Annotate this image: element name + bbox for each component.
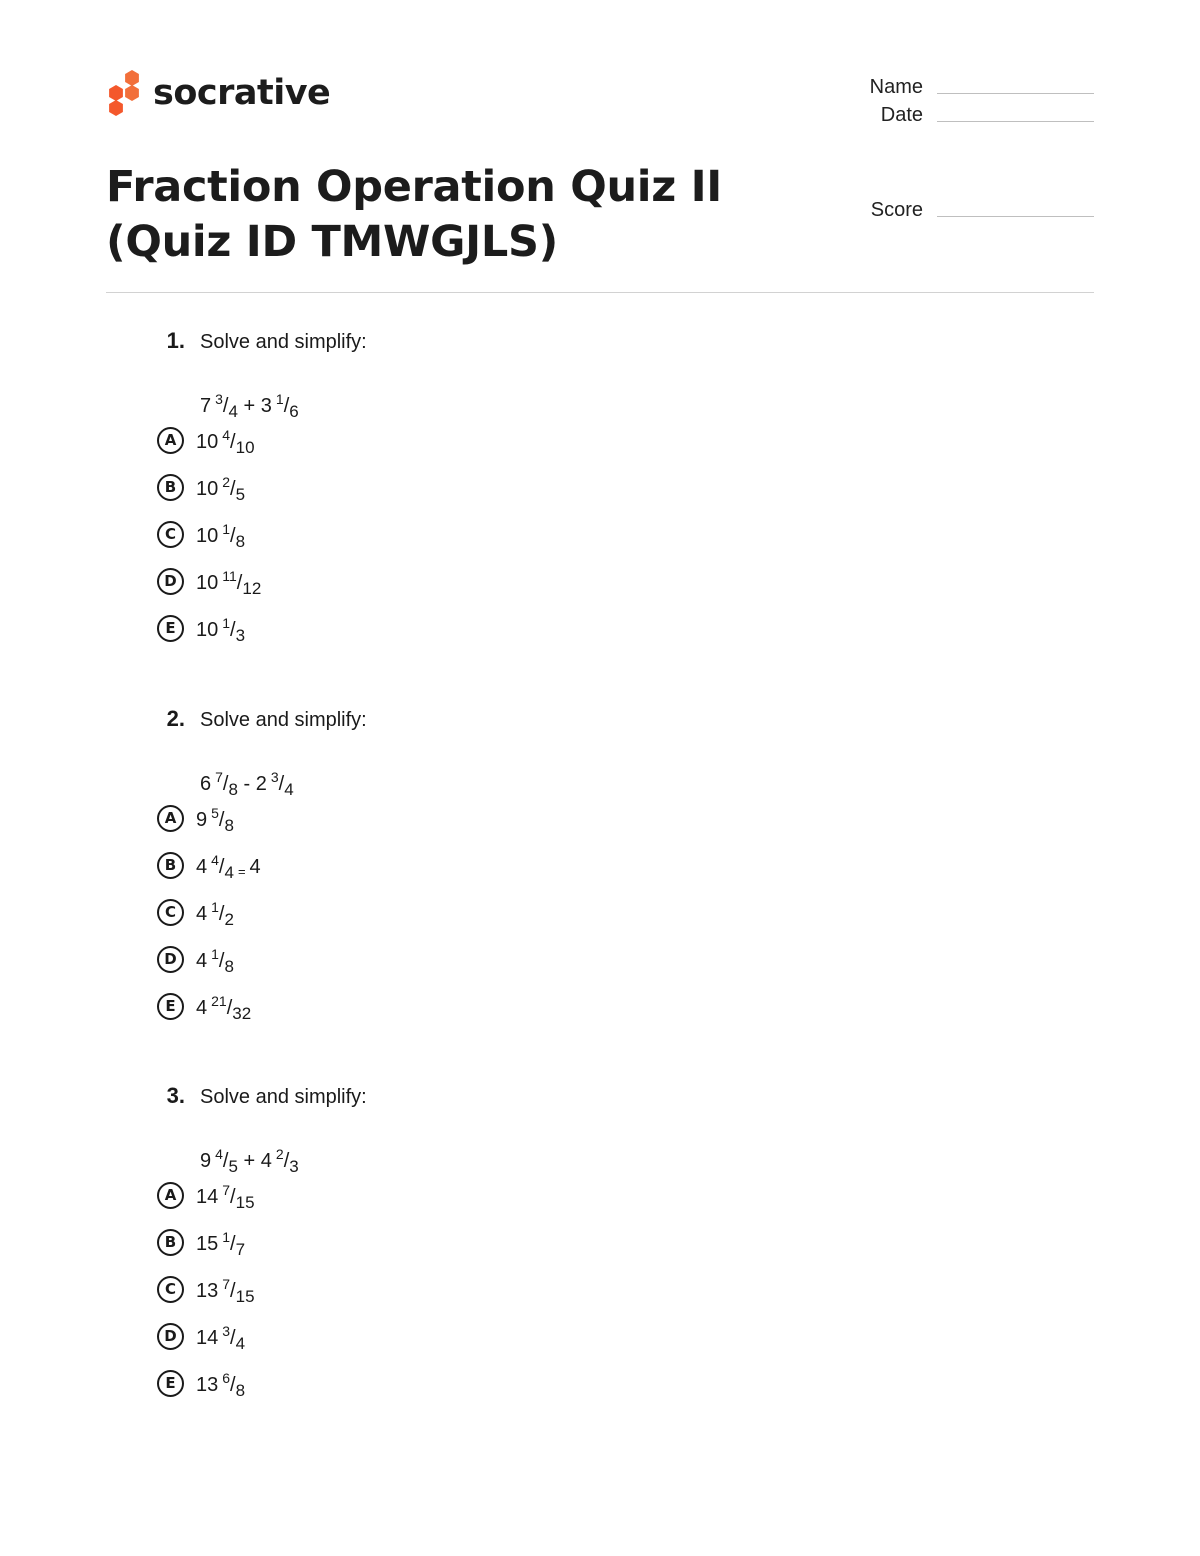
- name-blank-line[interactable]: [937, 93, 1094, 94]
- option-value: 13 $^6/_8$: [196, 1370, 246, 1400]
- answer-option-c[interactable]: [157, 1273, 255, 1305]
- answer-option-b[interactable]: [157, 471, 245, 503]
- option-value: 4 $^1/_2$: [196, 899, 234, 929]
- score-blank-line[interactable]: [937, 216, 1094, 217]
- option-value: 10 $^1/_3$: [196, 615, 246, 645]
- option-letter-circle[interactable]: E: [157, 993, 184, 1020]
- option-letter-circle[interactable]: C: [157, 521, 184, 548]
- brand-name: socrative: [153, 72, 331, 113]
- option-letter-circle[interactable]: B: [157, 474, 184, 501]
- question-expression: 6 $^7/_8 - 2$ $^3/_4$: [200, 769, 294, 799]
- question-text: Solve and simplify:: [200, 1086, 367, 1108]
- question-number: 2.: [166, 706, 185, 731]
- option-letter-circle[interactable]: C: [157, 899, 184, 926]
- answer-option-d[interactable]: [157, 565, 261, 597]
- answer-option-b[interactable]: [157, 849, 261, 881]
- answer-option-a[interactable]: [157, 1179, 255, 1211]
- option-value: 15 $^1/_7$: [196, 1229, 246, 1259]
- option-letter-circle[interactable]: B: [157, 1229, 184, 1256]
- option-value: 4 $^{21}/_{32}$: [196, 993, 252, 1023]
- question-number: 1.: [166, 328, 185, 353]
- option-letter-circle[interactable]: E: [157, 615, 184, 642]
- answer-option-a[interactable]: [157, 802, 234, 834]
- option-value: 10 $^1/_8$: [196, 521, 246, 551]
- answer-option-e[interactable]: [157, 990, 251, 1022]
- answer-option-b[interactable]: [157, 1226, 245, 1258]
- question-number: 3.: [166, 1083, 185, 1108]
- date-label: Date: [880, 104, 923, 126]
- name-label: Name: [869, 76, 923, 98]
- option-letter-circle[interactable]: A: [157, 427, 184, 454]
- socrative-hexagon-logo-icon: [106, 70, 142, 116]
- page-title: Fraction Operation Quiz II (Quiz ID TMWGJLS): [106, 162, 722, 267]
- option-letter-circle[interactable]: D: [157, 1323, 184, 1350]
- option-letter-circle[interactable]: A: [157, 805, 184, 832]
- option-value: 14 $^3/_4$: [196, 1323, 246, 1353]
- question-expression: 9 $^4/_5 + 4$ $^2/_3$: [200, 1146, 299, 1176]
- option-value: 10 $^4/_{10}$: [196, 427, 255, 457]
- answer-option-c[interactable]: [157, 518, 245, 550]
- brand-logo: [106, 70, 330, 116]
- question-text: Solve and simplify:: [200, 709, 367, 731]
- option-letter-circle[interactable]: A: [157, 1182, 184, 1209]
- answer-option-c[interactable]: [157, 896, 234, 928]
- option-value: 4 $^4/_4 = 4$: [196, 852, 261, 882]
- question-expression: 7 $^3/_4 + 3$ $^1/_6$: [200, 391, 299, 421]
- header-divider: [106, 292, 1094, 293]
- score-label: Score: [870, 199, 923, 221]
- answer-option-d[interactable]: [157, 1320, 245, 1352]
- option-letter-circle[interactable]: D: [157, 946, 184, 973]
- answer-option-d[interactable]: [157, 943, 234, 975]
- option-letter-circle[interactable]: B: [157, 852, 184, 879]
- answer-option-e[interactable]: [157, 1367, 245, 1399]
- answer-option-e[interactable]: [157, 612, 245, 644]
- question-text: Solve and simplify:: [200, 331, 367, 353]
- option-value: 4 $^1/_8$: [196, 946, 234, 976]
- option-value: 9 $^5/_8$: [196, 805, 234, 835]
- option-value: 14 $^7/_{15}$: [196, 1182, 255, 1212]
- date-blank-line[interactable]: [937, 121, 1094, 122]
- option-letter-circle[interactable]: E: [157, 1370, 184, 1397]
- option-value: 10 $^{11}/_{12}$: [196, 568, 262, 598]
- option-value: 13 $^7/_{15}$: [196, 1276, 255, 1306]
- option-value: 10 $^2/_5$: [196, 474, 246, 504]
- option-letter-circle[interactable]: C: [157, 1276, 184, 1303]
- answer-option-a[interactable]: [157, 424, 255, 456]
- option-letter-circle[interactable]: D: [157, 568, 184, 595]
